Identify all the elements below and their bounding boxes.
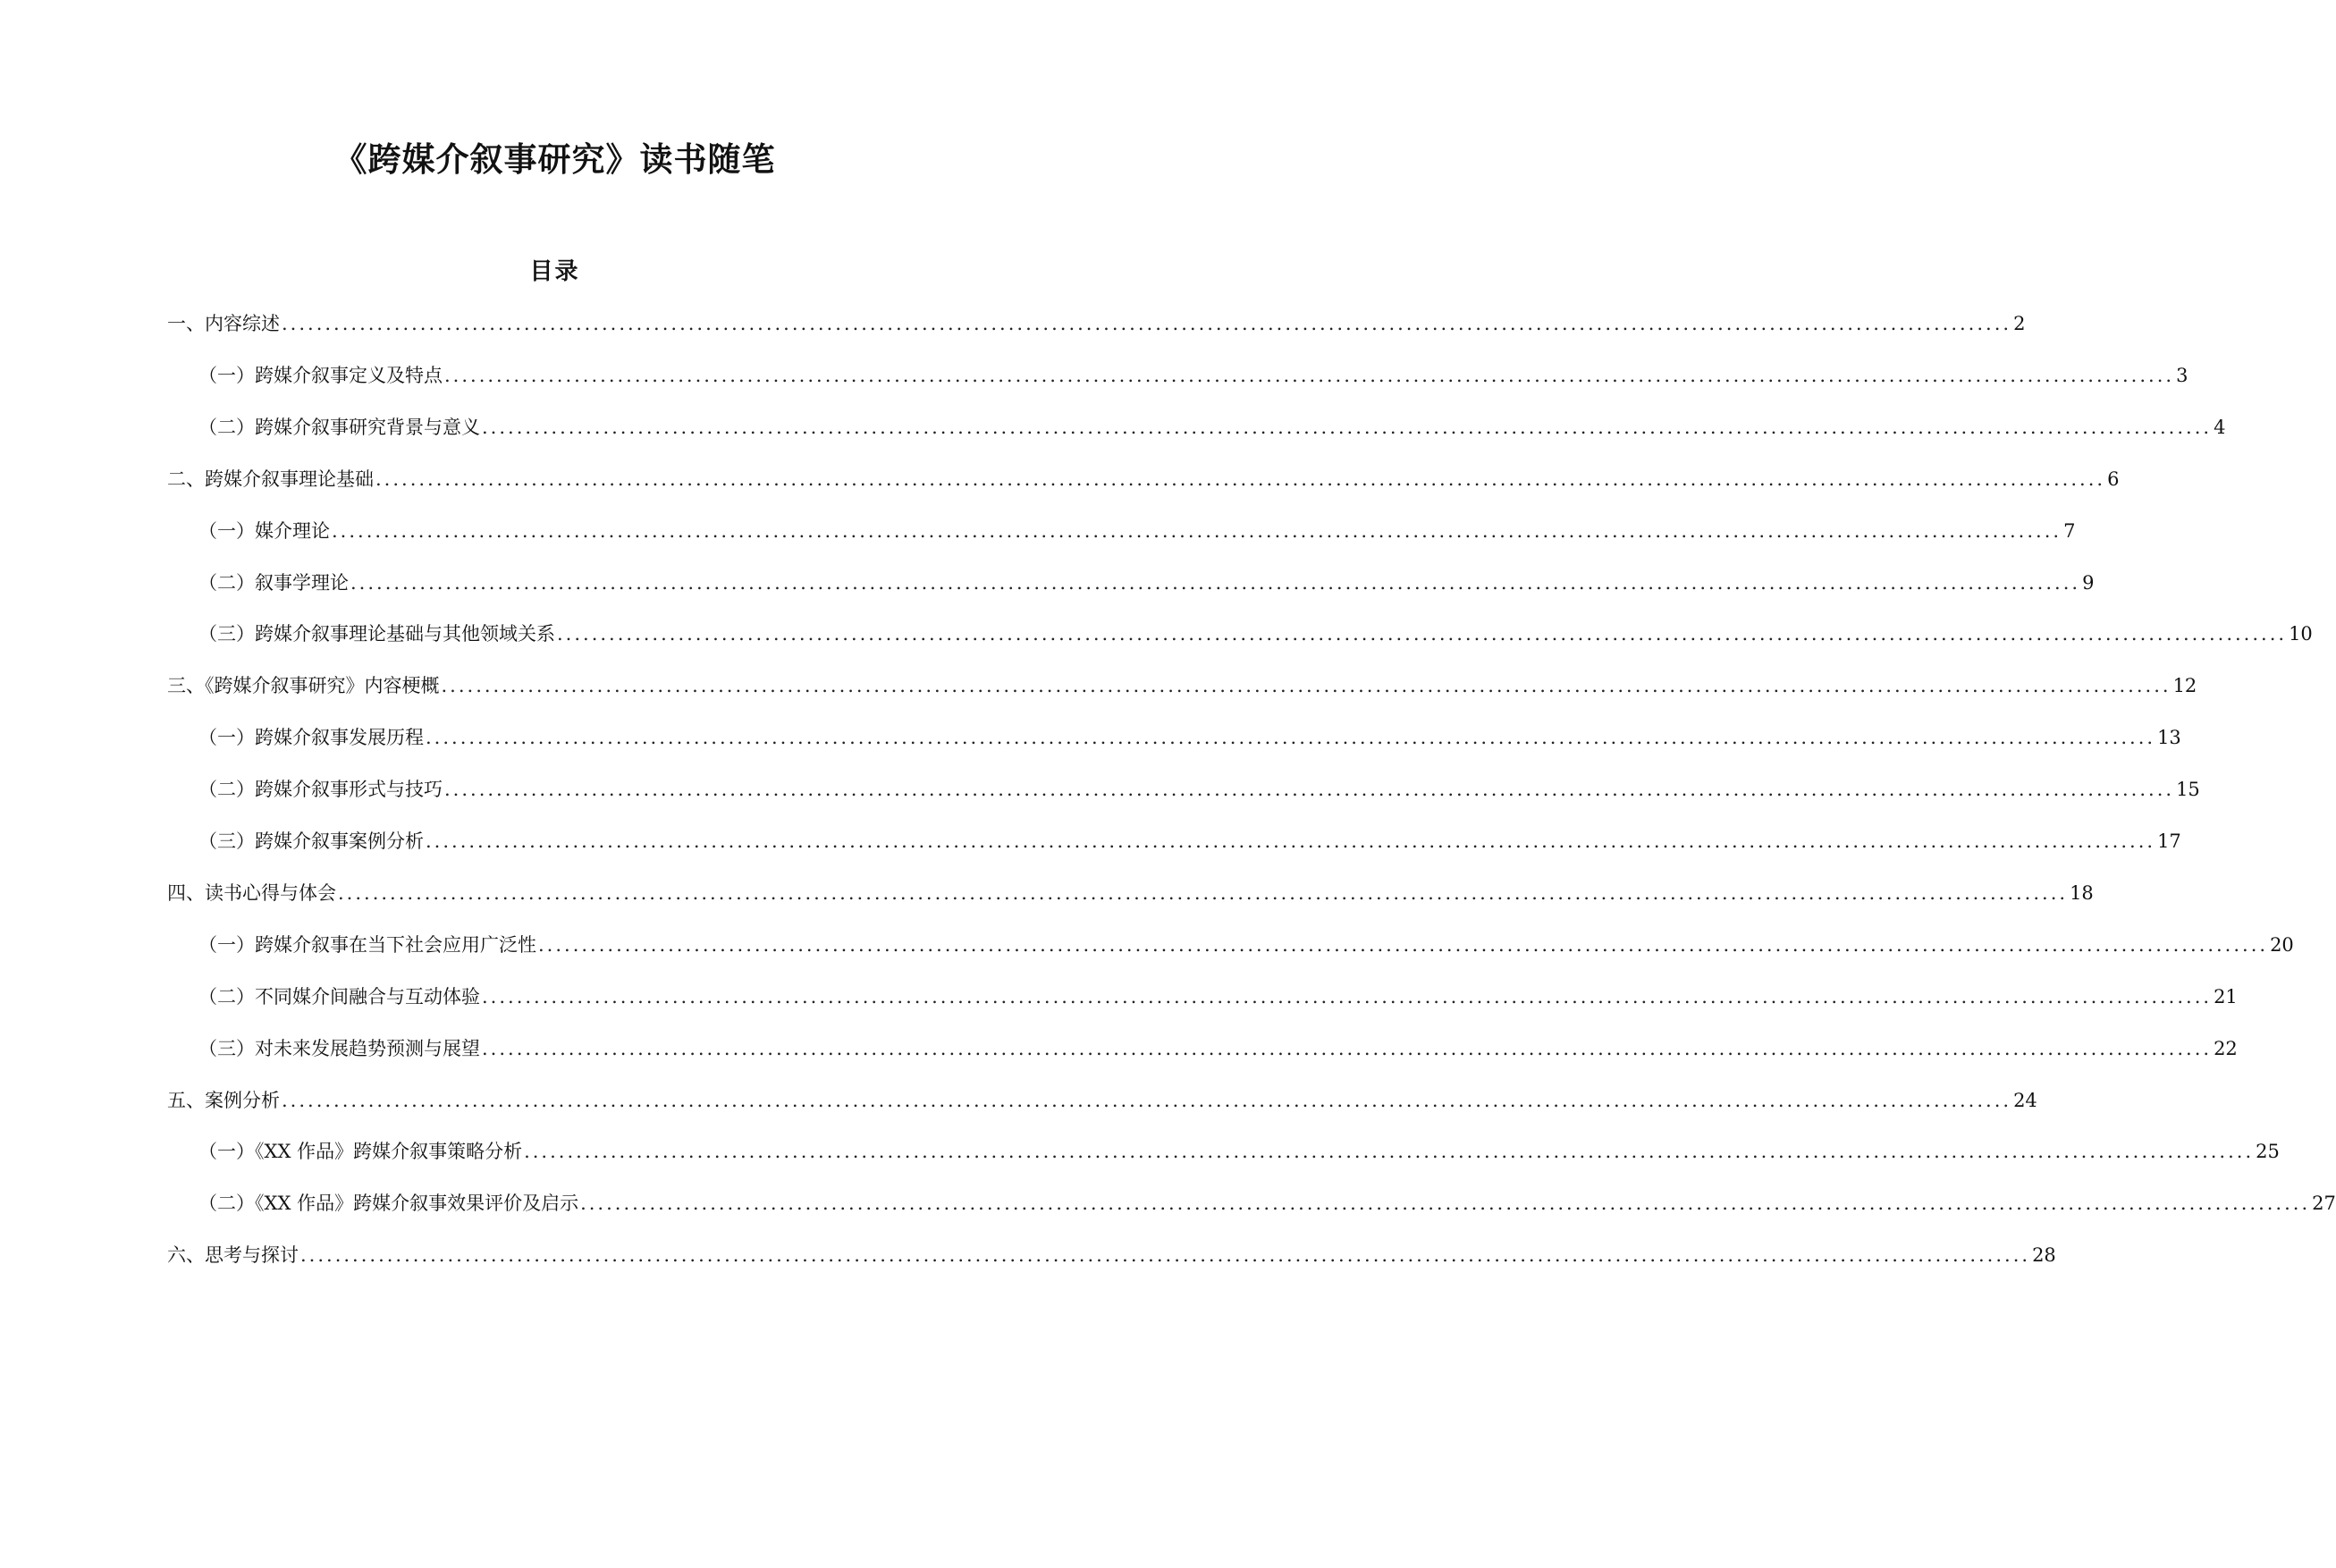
toc-dot-leader: ........................................................................................................................................................................................................ — [482, 986, 2213, 1007]
toc-dot-leader: ........................................................................................................................................................................................................ — [375, 468, 2106, 490]
toc-entry[interactable] — [198, 414, 2226, 441]
toc-page-number: 24 — [2013, 1090, 2037, 1111]
toc-entry[interactable] — [198, 620, 2313, 647]
toc-entry-text: 三、《跨媒介叙事研究》内容梗概 — [167, 675, 440, 696]
toc-heading: 目录 — [529, 258, 580, 285]
toc-dot-leader: ........................................................................................................................................................................................................ — [300, 1244, 2031, 1266]
toc-entry[interactable] — [198, 1190, 2336, 1217]
toc-entry[interactable] — [198, 1035, 2238, 1062]
toc-entry-text: （二）跨媒介叙事研究背景与意义 — [198, 417, 480, 438]
toc-dot-leader: ........................................................................................................................................................................................................ — [426, 727, 2156, 748]
toc-dot-leader: ........................................................................................................................................................................................................ — [444, 779, 2175, 800]
toc-dot-leader: ........................................................................................................................................................................................................ — [524, 1141, 2255, 1162]
toc-entry[interactable] — [198, 776, 2200, 803]
toc-entry-text: （一）跨媒介叙事发展历程 — [198, 727, 424, 748]
toc-entry-text: （二）不同媒介间融合与互动体验 — [198, 986, 480, 1007]
toc-dot-leader: ........................................................................................................................................................................................................ — [441, 675, 2172, 696]
toc-page-number: 4 — [2214, 417, 2226, 438]
toc-dot-leader: ........................................................................................................................................................................................................ — [444, 365, 2175, 386]
toc-entry-text: （二）叙事学理论 — [198, 572, 349, 594]
toc-page-number: 10 — [2289, 623, 2313, 645]
toc-entry-text: 二、跨媒介叙事理论基础 — [167, 468, 374, 490]
toc-entry[interactable] — [167, 880, 2094, 906]
toc-page-number: 20 — [2270, 934, 2294, 956]
toc-entry-text: （三）对未来发展趋势预测与展望 — [198, 1038, 480, 1059]
toc-entry[interactable] — [198, 983, 2238, 1010]
toc-page-number: 13 — [2157, 727, 2181, 748]
toc-entry-text: 四、读书心得与体会 — [167, 882, 336, 904]
toc-page-number: 6 — [2107, 468, 2120, 490]
toc-entry[interactable] — [198, 1138, 2280, 1165]
toc-dot-leader: ........................................................................................................................................................................................................ — [538, 934, 2269, 956]
toc-dot-leader: ........................................................................................................................................................................................................ — [557, 623, 2288, 645]
toc-page-number: 7 — [2063, 520, 2076, 542]
toc-entry-text: （三）跨媒介叙事案例分析 — [198, 830, 424, 852]
toc-entry[interactable] — [198, 932, 2294, 958]
toc-entry[interactable] — [198, 724, 2181, 751]
toc-dot-leader: ........................................................................................................................................................................................................ — [282, 313, 2012, 334]
toc-entry-text: （三）跨媒介叙事理论基础与其他领域关系 — [198, 623, 555, 645]
toc-page-number: 9 — [2082, 572, 2095, 594]
toc-page-number: 12 — [2172, 675, 2197, 696]
toc-dot-leader: ........................................................................................................................................................................................................ — [332, 520, 2062, 542]
toc-dot-leader: ........................................................................................................................................................................................................ — [482, 1038, 2213, 1059]
toc-entry-text: （一）《XX 作品》跨媒介叙事策略分析 — [198, 1141, 523, 1162]
toc-dot-leader: ........................................................................................................................................................................................................ — [350, 572, 2081, 594]
toc-page-number: 27 — [2312, 1193, 2336, 1214]
toc-entry-text: （二）《XX 作品》跨媒介叙事效果评价及启示 — [198, 1193, 579, 1214]
toc-entry[interactable] — [198, 569, 2095, 596]
toc-dot-leader: ........................................................................................................................................................................................................ — [338, 882, 2069, 904]
toc-page-number: 17 — [2157, 830, 2181, 852]
toc-entry-text: 五、案例分析 — [167, 1090, 280, 1111]
toc-dot-leader: ........................................................................................................................................................................................................ — [426, 830, 2156, 852]
toc-entry-text: 一、内容综述 — [167, 313, 280, 334]
toc-dot-leader: ........................................................................................................................................................................................................ — [580, 1193, 2311, 1214]
toc-dot-leader: ........................................................................................................................................................................................................ — [482, 417, 2213, 438]
toc-entry[interactable] — [167, 466, 2120, 493]
toc-entry-text: （一）媒介理论 — [198, 520, 330, 542]
toc-entry[interactable] — [198, 518, 2076, 544]
toc-page-number: 25 — [2256, 1141, 2280, 1162]
toc-entry[interactable] — [167, 672, 2197, 699]
toc-page-number: 21 — [2214, 986, 2238, 1007]
toc-page-number: 28 — [2032, 1244, 2056, 1266]
toc-entry-text: 六、思考与探讨 — [167, 1244, 299, 1266]
toc-page-number: 15 — [2176, 779, 2200, 800]
toc-entry-text: （一）跨媒介叙事在当下社会应用广泛性 — [198, 934, 536, 956]
document-title: 《跨媒介叙事研究》读书随笔 — [333, 139, 776, 179]
toc-page-number: 3 — [2176, 365, 2188, 386]
toc-page-number: 22 — [2214, 1038, 2238, 1059]
toc-entry[interactable] — [198, 362, 2188, 389]
toc-entry[interactable] — [167, 1242, 2056, 1269]
toc-dot-leader: ........................................................................................................................................................................................................ — [282, 1090, 2012, 1111]
toc-entry[interactable] — [198, 828, 2181, 855]
toc-entry[interactable] — [167, 310, 2026, 337]
toc-entry-text: （二）跨媒介叙事形式与技巧 — [198, 779, 443, 800]
toc-entry-text: （一）跨媒介叙事定义及特点 — [198, 365, 443, 386]
toc-entry[interactable] — [167, 1087, 2037, 1114]
toc-page-number: 2 — [2013, 313, 2026, 334]
toc-page-number: 18 — [2070, 882, 2094, 904]
